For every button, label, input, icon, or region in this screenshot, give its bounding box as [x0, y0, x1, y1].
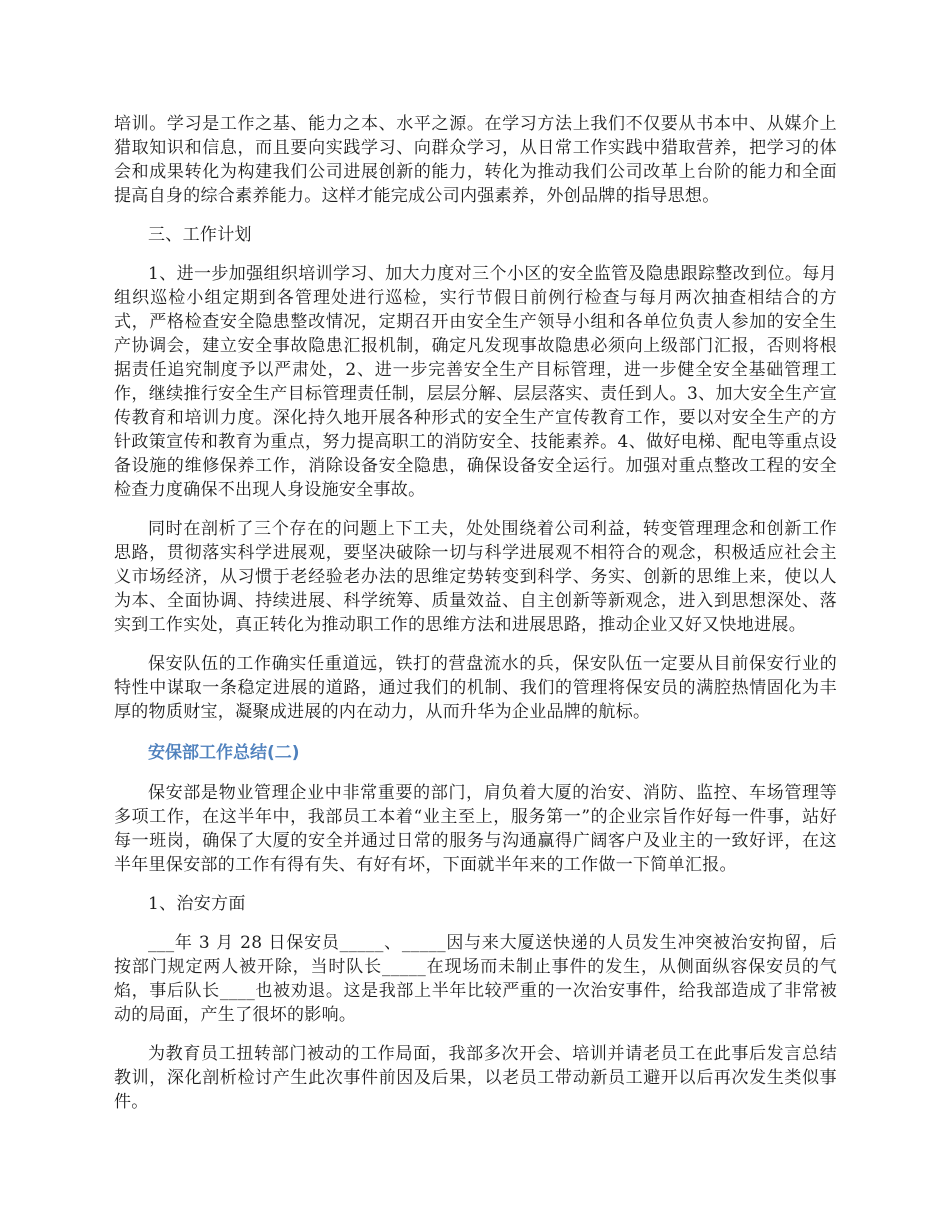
paragraph-team: 保安队伍的工作确实任重道远，铁打的营盘流水的兵，保安队伍一定要从目前保安行业的特性中谋取一条稳定进展的道路，通过我们的机制、我们的管理将保安员的满腔热情固化为丰厚的物质财宝，凝聚成进展的内在动力，从而升华为企业品牌的航标。 [114, 654, 837, 722]
paragraph-incident: ___年 3 月 28 日保安员_____、_____因与来大厦送快递的人员发生冲突被治安拘留，后按部门规定两人被开除，当时队长_____在现场而未制止事件的发生，从侧面纵容保安员的气焰，事后队长____也被劝退。这是我部上半年比较严重的一次治安事件，给我部造成了非常被动的局面，产生了很坏的影响。 [114, 933, 837, 1025]
paragraph-analysis: 同时在剖析了三个存在的问题上下工夫，处处围绕着公司利益，转变管理理念和创新工作思路，贯彻落实科学进展观，要坚决破除一切与科学进展观不相符合的观念，积极适应社会主义市场经济，从习惯于老经验老办法的思维定势转变到科学、务实、创新的思维上来，使以人为本、全面协调、持续进展、科学统筹、质量效益、自主创新等新观念，进入到思想深处、落实到工作实处，真正转化为推动职工作的思维方法和进展思路，推动企业又好又快地进展。 [114, 519, 837, 635]
paragraph-education: 为教育员工扭转部门被动的工作局面，我部多次开会、培训并请老员工在此事后发言总结教训，深化剖析检讨产生此次事件前因及后果，以老员工带动新员工避开以后再次发生类似事件。 [114, 1044, 837, 1112]
heading-work-plan: 三、工作计划 [148, 225, 252, 245]
paragraph-plan-items: 1、进一步加强组织培训学习、加大力度对三个小区的安全监管及隐患跟踪整改到位。每月组织巡检小组定期到各管理处进行巡检，实行节假日前例行检查与每月两次抽查相结合的方式，严格检查安全隐患整改情况，定期召开由安全生产领导小组和各单位负责人参加的安全生产协调会，建立安全事故隐患汇报机制，确定凡发现事故隐患必须向上级部门汇报，否则将根据责任追究制度予以严肃处，2、进一步完善安全生产目标管理，进一步健全安全基础管理工作，继续推行安全生产目标管理责任制，层层分解、层层落实、责任到人。3、加大安全生产宣传教育和培训力度。深化持久地开展各种形式的安全生产宣传教育工作，要以对安全生产的方针政策宣传和教育为重点，努力提高职工的消防安全、技能素养。4、做好电梯、配电等重点设备设施的维修保养工作，消除设备安全隐患，确保设备安全运行。加强对重点整改工程的安全检查力度确保不出现人身设施安全事故。 [114, 264, 837, 500]
heading-security: 1、治安方面 [148, 894, 246, 914]
paragraph-study: 培训。学习是工作之基、能力之本、水平之源。在学习方法上我们不仅要从书本中、从媒介上猎取知识和信息，而且要向实践学习、向群众学习，从日常工作实践中猎取营养，把学习的体会和成果转化为构建我们公司进展创新的能力，转化为推动我们公司改革上台阶的能力和全面提高自身的综合素养能力。这样才能完成公司内强素养，外创品牌的指导思想。 [114, 114, 837, 206]
paragraph-intro: 保安部是物业管理企业中非常重要的部门，肩负着大厦的治安、消防、监控、车场管理等多项工作，在这半年中，我部员工本着“业主至上，服务第一”的企业宗旨作好每一件事，站好每一班岗，确保了大厦的安全并通过日常的服务与沟通赢得广阔客户及业主的一致好评，在这半年里保安部的工作有得有失、有好有坏，下面就半年来的工作做一下简单汇报。 [114, 783, 837, 875]
section-heading: 安保部工作总结(二) [148, 743, 300, 763]
